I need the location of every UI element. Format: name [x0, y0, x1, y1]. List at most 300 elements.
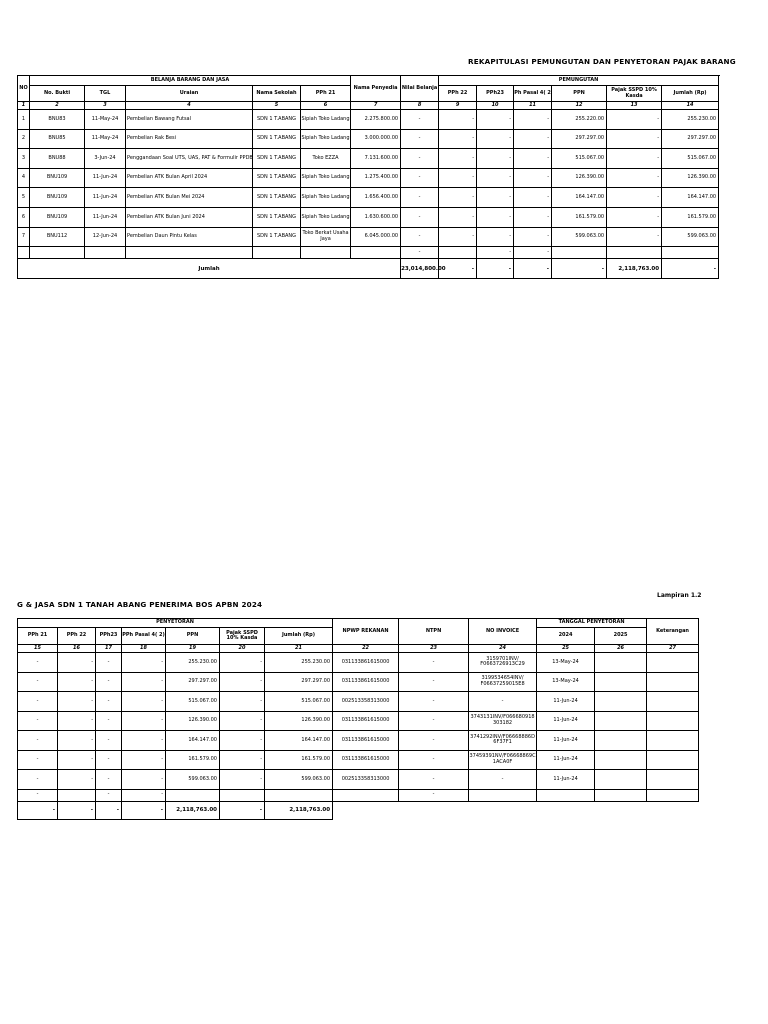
- cell-tanggal-2025: [595, 731, 647, 751]
- cell-pph21: -: [18, 672, 58, 692]
- cell-no-invoice: [469, 789, 537, 801]
- cell-nama-penyedia: Sipiah Toko Ladang: [301, 129, 351, 149]
- total-pph21: -: [18, 801, 58, 819]
- cell-no-bukti: BNU109: [30, 207, 85, 227]
- cell-jumlah: 164.147.00: [265, 731, 333, 751]
- cell-no: 3: [18, 149, 30, 169]
- table-row: [18, 711, 699, 731]
- cell-no-bukti: BNU112: [30, 227, 85, 247]
- cell-pph23: -: [96, 711, 122, 731]
- cell-pph22: -: [439, 168, 477, 188]
- cell-npwp: 031133861615000: [333, 653, 399, 673]
- col-number: 13: [607, 102, 662, 110]
- cell-nama-sekolah: SDN 1 T.ABANG: [253, 227, 301, 247]
- report-title-part1: REKAPITULASI PEMUNGUTAN DAN PENYETORAN PAJAK BARANG: [468, 57, 736, 66]
- cell-pph22: -: [439, 227, 477, 247]
- cell-nama-penyedia: Sipiah Toko Ladang: [301, 188, 351, 208]
- cell-uraian: Pembelian Rak Besi: [126, 129, 253, 149]
- cell-no-invoice: -: [469, 770, 537, 790]
- table-row: [18, 129, 719, 149]
- header-pemungutan-group: PEMUNGUTAN: [439, 76, 719, 86]
- header-pph23: PPh23: [477, 86, 514, 102]
- cell-pph22: -: [58, 770, 96, 790]
- cell-pph23: -: [477, 168, 514, 188]
- cell-jumlah: [662, 247, 719, 259]
- cell-nama-penyedia: Toko Berkat Usaha Jaya: [301, 227, 351, 247]
- cell-ntpn: -: [399, 711, 469, 731]
- cell-nilai-belanja: 7.131.600.00: [351, 149, 401, 169]
- cell-nama-sekolah: SDN 1 T.ABANG: [253, 207, 301, 227]
- header-npwp: NPWP REKANAN: [333, 619, 399, 645]
- cell-pph22: -: [58, 692, 96, 712]
- cell-uraian: Pembelian Bawang Futsal: [126, 110, 253, 130]
- cell-jumlah: 164.147.00: [662, 188, 719, 208]
- cell-ppn: [166, 789, 220, 801]
- total-pph21: -: [439, 259, 477, 279]
- cell-no: 4: [18, 168, 30, 188]
- cell-no: 6: [18, 207, 30, 227]
- header-tgl: TGL: [85, 86, 126, 102]
- cell-sspd: -: [607, 227, 662, 247]
- cell-tgl: [85, 247, 126, 259]
- header-keterangan: Keterangan: [647, 619, 699, 645]
- report-title-part2: G & JASA SDN 1 TANAH ABANG PENERIMA BOS APBN 2024: [17, 600, 263, 609]
- col-number: 10: [477, 102, 514, 110]
- header-ppn: PPN: [552, 86, 607, 102]
- cell-pph23: -: [477, 227, 514, 247]
- cell-nilai-belanja: 6.045.000.00: [351, 227, 401, 247]
- header-no-invoice: NO INVOICE: [469, 619, 537, 645]
- col-number: 1: [18, 102, 30, 110]
- cell-keterangan: [647, 672, 699, 692]
- header-nama-penyedia: Nama Penyedia: [351, 76, 401, 102]
- cell-no: 5: [18, 188, 30, 208]
- col-number: 17: [96, 645, 122, 653]
- cell-uraian: Pembelian ATK Bulan Juni 2024: [126, 207, 253, 227]
- cell-ppn: 126.390.00: [552, 168, 607, 188]
- cell-tanggal-2025: [595, 750, 647, 770]
- cell-ntpn: -: [399, 789, 469, 801]
- cell-nilai-belanja: 2.275.800.00: [351, 110, 401, 130]
- cell-nilai-belanja: 1.275.400.00: [351, 168, 401, 188]
- cell-ppn: 255.230.00: [166, 653, 220, 673]
- cell-tanggal-2025: [595, 672, 647, 692]
- cell-nama-sekolah: SDN 1 T.ABANG: [253, 129, 301, 149]
- cell-pph23: -: [96, 789, 122, 801]
- cell-nama-sekolah: SDN 1 T.ABANG: [253, 149, 301, 169]
- cell-sspd: -: [607, 129, 662, 149]
- cell-no-bukti: BNU88: [30, 149, 85, 169]
- table-row: [18, 653, 699, 673]
- cell-sspd: -: [220, 731, 265, 751]
- cell-no: 7: [18, 227, 30, 247]
- cell-jumlah: 297.297.00: [662, 129, 719, 149]
- cell-no: [18, 247, 30, 259]
- table-row: [18, 750, 699, 770]
- cell-uraian: Pembelian ATK Bulan Mei 2024: [126, 188, 253, 208]
- cell-ppn: 599.063.00: [552, 227, 607, 247]
- header-no: NO: [18, 76, 30, 102]
- cell-pasal4: -: [514, 110, 552, 130]
- cell-nama-sekolah: SDN 1 T.ABANG: [253, 168, 301, 188]
- lampiran-label: Lampiran 1.2: [657, 592, 702, 599]
- cell-pasal4: -: [514, 149, 552, 169]
- cell-sspd: -: [607, 149, 662, 169]
- cell-no-invoice: 3199534654INV/ F06637259015E8: [469, 672, 537, 692]
- cell-pph21: -: [401, 247, 439, 259]
- cell-pph23: -: [96, 750, 122, 770]
- cell-jumlah: 297.297.00: [265, 672, 333, 692]
- cell-keterangan: [647, 653, 699, 673]
- cell-pph23: -: [96, 731, 122, 751]
- cell-ntpn: -: [399, 672, 469, 692]
- table-row: [18, 188, 719, 208]
- cell-ntpn: -: [399, 653, 469, 673]
- cell-tanggal-2024: 13-May-24: [537, 653, 595, 673]
- table-row: [18, 168, 719, 188]
- cell-nama-sekolah: [253, 247, 301, 259]
- cell-tanggal-2024: 11-Jun-24: [537, 750, 595, 770]
- cell-tanggal-2024: 13-May-24: [537, 672, 595, 692]
- cell-pasal4: -: [122, 770, 166, 790]
- cell-sspd: -: [220, 770, 265, 790]
- header-jumlah: Jumlah (Rp): [662, 86, 719, 102]
- col-number: 7: [351, 102, 401, 110]
- cell-ppn: [552, 247, 607, 259]
- cell-nama-penyedia: Sipiah Toko Ladang: [301, 207, 351, 227]
- cell-keterangan: [647, 711, 699, 731]
- cell-nilai-belanja: 1.630.600.00: [351, 207, 401, 227]
- cell-npwp: 002513358313000: [333, 770, 399, 790]
- col-number: 6: [301, 102, 351, 110]
- table-row: [18, 247, 719, 259]
- cell-pph21: -: [18, 750, 58, 770]
- table-row: [18, 789, 699, 801]
- cell-tgl: 11-May-24: [85, 110, 126, 130]
- cell-pasal4: -: [514, 129, 552, 149]
- cell-pph21: -: [401, 149, 439, 169]
- table-row: [18, 692, 699, 712]
- cell-pph21: -: [18, 711, 58, 731]
- col-number: 18: [122, 645, 166, 653]
- cell-uraian: Penggandaan Soal UTS, UAS, PAT & Formulir PPDB: [126, 149, 253, 169]
- header-pph21: PPh 21: [301, 86, 351, 102]
- cell-npwp: 031133861615000: [333, 672, 399, 692]
- header-pph22: PPh 22: [58, 628, 96, 645]
- cell-ntpn: -: [399, 692, 469, 712]
- cell-jumlah: 161.579.00: [662, 207, 719, 227]
- cell-pasal4: -: [514, 207, 552, 227]
- cell-sspd: [220, 789, 265, 801]
- cell-pph22: -: [439, 207, 477, 227]
- total-ppn: 2,118,763.00: [607, 259, 662, 279]
- cell-tgl: 11-May-24: [85, 129, 126, 149]
- cell-ppn: 161.579.00: [166, 750, 220, 770]
- cell-ntpn: -: [399, 770, 469, 790]
- cell-pasal4: -: [514, 168, 552, 188]
- cell-pph23: -: [477, 207, 514, 227]
- cell-ppn: 297.297.00: [552, 129, 607, 149]
- cell-keterangan: [647, 731, 699, 751]
- header-belanja-group: BELANJA BARANG DAN JASA: [30, 76, 351, 86]
- cell-pasal4: -: [514, 188, 552, 208]
- cell-npwp: 031133861615000: [333, 731, 399, 751]
- cell-jumlah: 515.067.00: [662, 149, 719, 169]
- header-ppn: PPN: [166, 628, 220, 645]
- cell-ppn: 161.579.00: [552, 207, 607, 227]
- cell-keterangan: [647, 692, 699, 712]
- total-pph23: -: [514, 259, 552, 279]
- cell-pph21: -: [18, 770, 58, 790]
- col-number: 21: [265, 645, 333, 653]
- cell-pph22: -: [439, 129, 477, 149]
- cell-ppn: 599.063.00: [166, 770, 220, 790]
- cell-pph23: -: [96, 653, 122, 673]
- col-number: 22: [333, 645, 399, 653]
- cell-no-bukti: BNU83: [30, 110, 85, 130]
- cell-ppn: 126.390.00: [166, 711, 220, 731]
- cell-tanggal-2025: [595, 711, 647, 731]
- table-row: [18, 207, 719, 227]
- cell-pasal4: -: [122, 711, 166, 731]
- pemungutan-table: [17, 75, 719, 279]
- cell-no: 1: [18, 110, 30, 130]
- cell-pph22: -: [58, 750, 96, 770]
- header-tanggal-group: TANGGAL PENYETORAN: [537, 619, 647, 628]
- col-number: 14: [662, 102, 719, 110]
- cell-keterangan: [647, 789, 699, 801]
- cell-tanggal-2024: 11-Jun-24: [537, 770, 595, 790]
- cell-tanggal-2025: [595, 692, 647, 712]
- cell-pasal4: -: [514, 247, 552, 259]
- cell-no-bukti: BNU109: [30, 188, 85, 208]
- cell-no-invoice: 3741292INV/F06668886D 6F37F1: [469, 731, 537, 751]
- cell-pph23: -: [96, 692, 122, 712]
- cell-no: 2: [18, 129, 30, 149]
- cell-tanggal-2025: [595, 770, 647, 790]
- cell-keterangan: [647, 750, 699, 770]
- cell-jumlah: 161.579.00: [265, 750, 333, 770]
- col-number: 12: [552, 102, 607, 110]
- cell-ppn: 515.067.00: [166, 692, 220, 712]
- cell-pasal4: -: [122, 653, 166, 673]
- cell-pph22: -: [58, 672, 96, 692]
- cell-tanggal-2025: [595, 653, 647, 673]
- cell-nama-sekolah: SDN 1 T.ABANG: [253, 110, 301, 130]
- cell-uraian: Pembelian ATK Bulan April 2024: [126, 168, 253, 188]
- cell-npwp: 031133861615000: [333, 711, 399, 731]
- cell-sspd: -: [607, 207, 662, 227]
- cell-pph21: -: [18, 731, 58, 751]
- col-number: 3: [85, 102, 126, 110]
- cell-no-bukti: BNU109: [30, 168, 85, 188]
- cell-sspd: -: [607, 188, 662, 208]
- cell-nilai-belanja: 1.656.400.00: [351, 188, 401, 208]
- header-2024: 2024: [537, 628, 595, 645]
- cell-pph22: -: [439, 149, 477, 169]
- cell-nama-penyedia: Sipiah Toko Ladang: [301, 110, 351, 130]
- cell-pph22: -: [58, 653, 96, 673]
- col-number: 23: [399, 645, 469, 653]
- cell-jumlah: 599.063.00: [662, 227, 719, 247]
- cell-sspd: -: [607, 110, 662, 130]
- cell-pph21: -: [18, 653, 58, 673]
- cell-pph23: -: [477, 129, 514, 149]
- cell-ppn: 164.147.00: [166, 731, 220, 751]
- cell-pph23: -: [477, 188, 514, 208]
- cell-pph21: -: [401, 168, 439, 188]
- header-pajak-sspd: Pajak SSPD 10% Kasda: [220, 628, 265, 645]
- cell-tgl: 12-Jun-24: [85, 227, 126, 247]
- header-pph-pasal4: Ph Pasal 4( 2: [514, 86, 552, 102]
- total-pph22: -: [58, 801, 96, 819]
- cell-jumlah: 126.390.00: [265, 711, 333, 731]
- cell-pasal4: -: [122, 750, 166, 770]
- cell-ppn: 255.220.00: [552, 110, 607, 130]
- col-number: 26: [595, 645, 647, 653]
- header-penyetoran-group: PENYETORAN: [18, 619, 333, 628]
- table-row: [18, 227, 719, 247]
- col-number: 24: [469, 645, 537, 653]
- total-pasal4: -: [552, 259, 607, 279]
- cell-no-invoice: 3743131INV/F066680918 303182: [469, 711, 537, 731]
- col-number: 9: [439, 102, 477, 110]
- cell-sspd: [607, 247, 662, 259]
- total-label: Jumlah: [18, 259, 401, 279]
- header-nama-sekolah: Nama Sekolah: [253, 86, 301, 102]
- cell-keterangan: [647, 770, 699, 790]
- cell-no-invoice: -: [469, 692, 537, 712]
- total-pph22: -: [477, 259, 514, 279]
- cell-jumlah: 255.230.00: [662, 110, 719, 130]
- cell-pph21: -: [401, 110, 439, 130]
- header-pph21: PPh 21: [18, 628, 58, 645]
- col-number: 16: [58, 645, 96, 653]
- total-pph23: -: [96, 801, 122, 819]
- cell-sspd: -: [220, 750, 265, 770]
- cell-jumlah: [265, 789, 333, 801]
- header-nilai-belanja: Nilai Belanja: [401, 76, 439, 102]
- cell-pph22: -: [58, 711, 96, 731]
- header-ntpn: NTPN: [399, 619, 469, 645]
- cell-nilai-belanja: 3.000.000.00: [351, 129, 401, 149]
- penyetoran-table: [17, 618, 699, 820]
- table-row: [18, 731, 699, 751]
- total-jumlah: 2,118,763.00: [265, 801, 333, 819]
- col-number: 25: [537, 645, 595, 653]
- cell-pph21: -: [401, 207, 439, 227]
- cell-tgl: 11-Jun-24: [85, 188, 126, 208]
- header-pph23: PPh23: [96, 628, 122, 645]
- table-row: [18, 672, 699, 692]
- cell-ppn: 297.297.00: [166, 672, 220, 692]
- cell-pph21: -: [18, 789, 58, 801]
- table-row: [18, 110, 719, 130]
- cell-npwp: 002513358313000: [333, 692, 399, 712]
- cell-npwp: 031133861615000: [333, 750, 399, 770]
- cell-pph21: -: [401, 227, 439, 247]
- col-number: 19: [166, 645, 220, 653]
- cell-pasal4: -: [514, 227, 552, 247]
- cell-tanggal-2025: [595, 789, 647, 801]
- cell-uraian: [126, 247, 253, 259]
- cell-pasal4: -: [122, 731, 166, 751]
- col-number: 8: [401, 102, 439, 110]
- cell-jumlah: 515.067.00: [265, 692, 333, 712]
- cell-pph23: -: [96, 770, 122, 790]
- cell-jumlah: 126.390.00: [662, 168, 719, 188]
- header-2025: 2025: [595, 628, 647, 645]
- total-sspd: -: [662, 259, 719, 279]
- cell-nama-sekolah: SDN 1 T.ABANG: [253, 188, 301, 208]
- cell-sspd: -: [220, 672, 265, 692]
- cell-pph23: -: [477, 247, 514, 259]
- cell-tgl: 11-Jun-24: [85, 207, 126, 227]
- cell-ntpn: -: [399, 750, 469, 770]
- cell-no-bukti: [30, 247, 85, 259]
- cell-pph22: -: [58, 731, 96, 751]
- cell-pasal4: -: [122, 672, 166, 692]
- cell-sspd: -: [220, 653, 265, 673]
- cell-tanggal-2024: 11-Jun-24: [537, 692, 595, 712]
- cell-pph21: -: [401, 129, 439, 149]
- cell-npwp: [333, 789, 399, 801]
- cell-no-invoice: 37459391NV/F06668869C 1ACA0F: [469, 750, 537, 770]
- cell-pasal4: -: [122, 789, 166, 801]
- header-jumlah: Jumlah (Rp): [265, 628, 333, 645]
- table-row: [18, 149, 719, 169]
- header-pph-pasal4: PPh Pasal 4( 2): [122, 628, 166, 645]
- cell-pph22: [58, 789, 96, 801]
- cell-pph22: -: [439, 110, 477, 130]
- col-number: 2: [30, 102, 85, 110]
- cell-jumlah: 599.063.00: [265, 770, 333, 790]
- total-ppn: 2,118,763.00: [166, 801, 220, 819]
- cell-sspd: -: [220, 711, 265, 731]
- cell-pph22: -: [439, 188, 477, 208]
- cell-tanggal-2024: 11-Jun-24: [537, 711, 595, 731]
- cell-nama-penyedia: [301, 247, 351, 259]
- header-pajak-sspd: Pajak SSPD 10% Kasda: [607, 86, 662, 102]
- header-pph22: PPh 22: [439, 86, 477, 102]
- cell-uraian: Pembelian Daun Pintu Kelas: [126, 227, 253, 247]
- cell-sspd: -: [220, 692, 265, 712]
- cell-pph22: [439, 247, 477, 259]
- cell-pasal4: -: [122, 692, 166, 712]
- col-number: 11: [514, 102, 552, 110]
- cell-nilai-belanja: [351, 247, 401, 259]
- cell-ppn: 164.147.00: [552, 188, 607, 208]
- header-no-bukti: No. Bukti: [30, 86, 85, 102]
- cell-sspd: -: [607, 168, 662, 188]
- cell-no-invoice: 3159701INV/ F0663726913C29: [469, 653, 537, 673]
- col-number: 4: [126, 102, 253, 110]
- col-number: 20: [220, 645, 265, 653]
- cell-tgl: 11-Jun-24: [85, 168, 126, 188]
- table-row: [18, 770, 699, 790]
- total-nilai: 23,014,800.00: [401, 259, 439, 279]
- col-number: 27: [647, 645, 699, 653]
- cell-pph23: -: [96, 672, 122, 692]
- cell-ntpn: -: [399, 731, 469, 751]
- cell-tanggal-2024: [537, 789, 595, 801]
- total-sspd: -: [220, 801, 265, 819]
- col-number: 5: [253, 102, 301, 110]
- cell-pph23: -: [477, 149, 514, 169]
- cell-no-bukti: BNU85: [30, 129, 85, 149]
- cell-jumlah: 255.230.00: [265, 653, 333, 673]
- cell-tgl: 3-Jun-24: [85, 149, 126, 169]
